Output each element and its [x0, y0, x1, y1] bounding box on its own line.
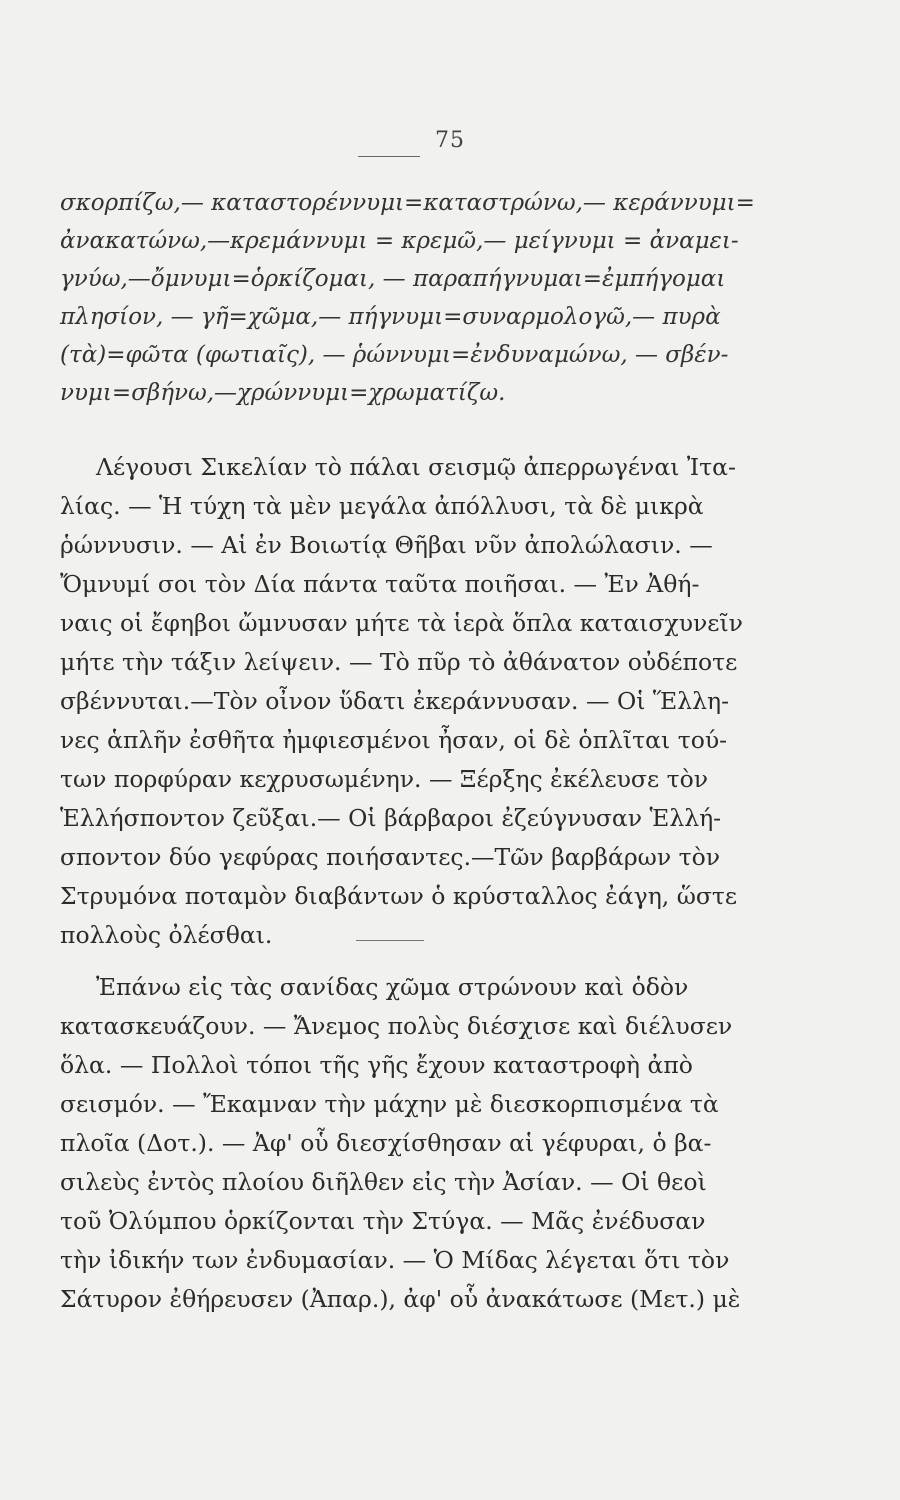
- exercise-line: πολλοὺς ὀλέσθαι.: [60, 921, 273, 949]
- vocabulary-line: (τὰ)=φῶτα (φωτιαῖς), — ῥώννυμι=ἐνδυναμώνω, — σβέν-: [60, 342, 729, 368]
- exercise-line: σποντον δύο γεφύρας ποιήσαντες.—Τῶν βαρβάρων τὸν: [60, 843, 721, 871]
- exercise-line: ναις οἱ ἔφηβοι ὤμνυσαν μήτε τὰ ἱερὰ ὅπλα καταισχυνεῖν: [60, 609, 743, 637]
- exercise-line: νες ἁπλῆν ἐσθῆτα ἠμφιεσμένοι ἦσαν, οἱ δὲ ὁπλῖται τού-: [60, 726, 728, 754]
- exercise-line: Ἐπάνω εἰς τὰς σανίδας χῶμα στρώνουν καὶ ὁδὸν: [96, 973, 689, 1001]
- vocabulary-line: πλησίον, — γῆ=χῶμα,— πήγνυμι=συναρμολογῶ,— πυρὰ: [60, 304, 721, 330]
- vocabulary-line: νυμι=σβήνω,—χρώννυμι=χρωματίζω.: [60, 380, 506, 406]
- exercise-line: των πορφύραν κεχρυσωμένην. — Ξέρξης ἐκέλευσε τὸν: [60, 765, 709, 793]
- exercise-line: ῥώννυσιν. — Αἱ ἐν Βοιωτίᾳ Θῆβαι νῦν ἀπολώλασιν. —: [60, 531, 713, 559]
- vocabulary-block: [60, 184, 780, 412]
- exercise-line: μήτε τὴν τάξιν λείψειν. — Τὸ πῦρ τὸ ἀθάνατον οὐδέποτε: [60, 648, 738, 676]
- modern-greek-exercise: [60, 968, 780, 1319]
- exercise-line: τὴν ἰδικήν των ἐνδυμασίαν. — Ὁ Μίδας λέγεται ὅτι τὸν: [60, 1246, 730, 1274]
- ancient-greek-exercise: [60, 448, 780, 955]
- exercise-line: Λέγουσι Σικελίαν τὸ πάλαι σεισμῷ ἀπερρωγέναι Ἰτα-: [96, 453, 736, 481]
- exercise-line: κατασκευάζουν. — Ἄνεμος πολὺς διέσχισε καὶ διέλυσεν: [60, 1012, 733, 1040]
- exercise-line: Ἑλλήσποντον ζεῦξαι.— Οἱ βάρβαροι ἐζεύγνυσαν Ἑλλή-: [60, 804, 722, 832]
- exercise-line: σεισμόν. — Ἔκαμναν τὴν μάχην μὲ διεσκορπισμένα τὰ: [60, 1090, 719, 1118]
- exercise-line: Σάτυρον ἐθήρευσεν (Ἀπαρ.), ἀφ' οὗ ἀνακάτωσε (Μετ.) μὲ: [60, 1285, 741, 1313]
- exercise-line: Στρυμόνα ποταμὸν διαβάντων ὁ κρύσταλλος ἐάγη, ὥστε: [60, 882, 738, 910]
- exercise-line: λίας. — Ἡ τύχη τὰ μὲν μεγάλα ἀπόλλυσι, τὰ δὲ μικρὰ: [60, 492, 704, 520]
- vocabulary-line: γνύω,—ὄμνυμι=ὁρκίζομαι, — παραπήγνυμαι=ἐμπήγομαι: [60, 266, 726, 292]
- exercise-line: ὅλα. — Πολλοὶ τόποι τῆς γῆς ἔχουν καταστροφὴ ἀπὸ: [60, 1051, 693, 1079]
- exercise-line: σβέννυται.—Τὸν οἶνον ὕδατι ἐκεράννυσαν. — Οἱ Ἕλλη-: [60, 687, 730, 715]
- exercise-line: Ὄμνυμί σοι τὸν Δία πάντα ταῦτα ποιῆσαι. — Ἐν Ἀθή-: [60, 570, 700, 598]
- exercise-line: σιλεὺς ἐντὸς πλοίου διῆλθεν εἰς τὴν Ἀσίαν. — Οἱ θεοὶ: [60, 1168, 707, 1196]
- page-number: 75: [435, 128, 465, 153]
- page-number-underline: [358, 156, 420, 157]
- vocabulary-line: ἀνακατώνω,—κρεμάννυμι = κρεμῶ,— μείγνυμι = ἀναμει-: [60, 228, 739, 254]
- vocabulary-line: σκορπίζω,— καταστορέννυμι=καταστρώνω,— κεράννυμι=: [60, 190, 755, 216]
- section-divider: [356, 940, 424, 941]
- exercise-line: πλοῖα (Δοτ.). — Ἀφ' οὗ διεσχίσθησαν αἱ γέφυραι, ὁ βα-: [60, 1129, 712, 1157]
- exercise-line: τοῦ Ὀλύμπου ὁρκίζονται τὴν Στύγα. — Μᾶς ἐνέδυσαν: [60, 1207, 706, 1235]
